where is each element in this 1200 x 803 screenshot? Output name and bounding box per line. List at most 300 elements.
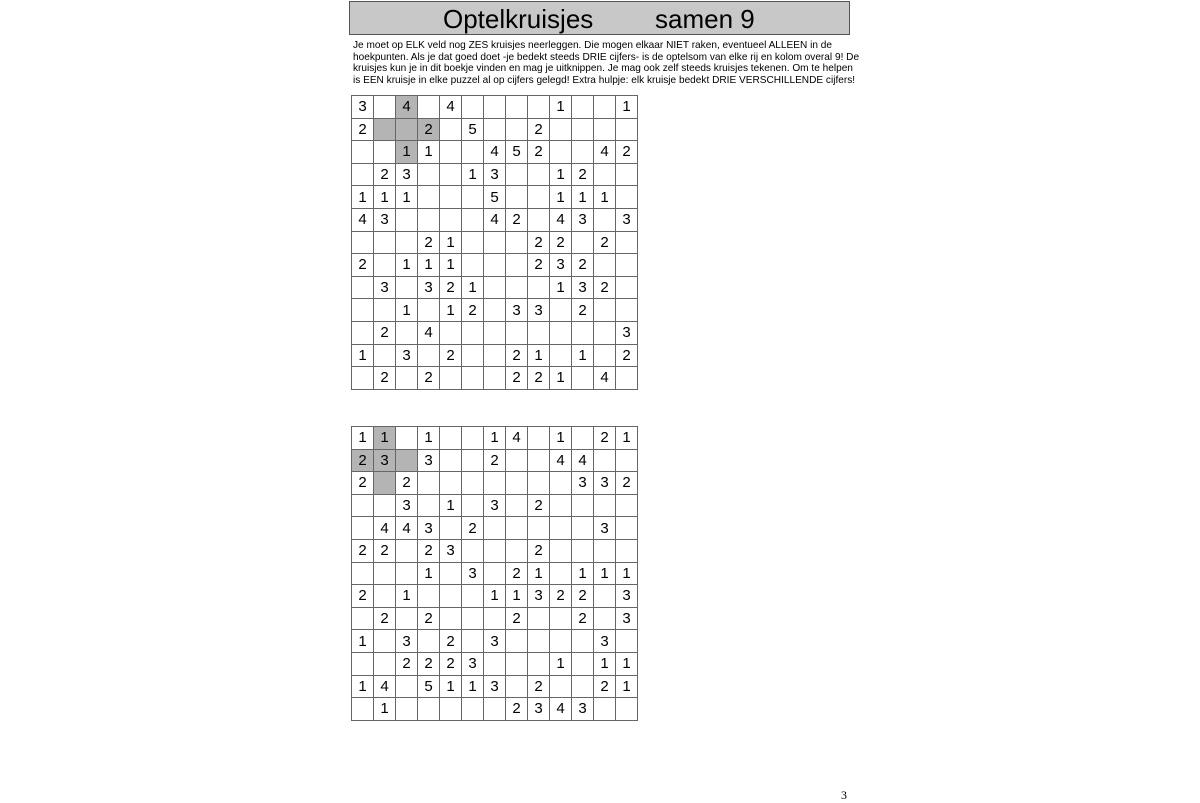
grid-cell[interactable]	[374, 96, 396, 119]
grid-cell[interactable]	[484, 540, 506, 563]
grid-cell[interactable]	[440, 119, 462, 142]
grid-cell[interactable]: 2	[616, 141, 638, 164]
grid-cell[interactable]	[594, 164, 616, 187]
grid-cell[interactable]	[352, 232, 374, 255]
grid-cell[interactable]: 2	[352, 254, 374, 277]
grid-cell[interactable]	[462, 472, 484, 495]
grid-cell[interactable]: 1	[484, 427, 506, 450]
grid-cell[interactable]	[462, 427, 484, 450]
grid-cell[interactable]	[484, 698, 506, 721]
grid-cell[interactable]: 2	[352, 540, 374, 563]
grid-cell[interactable]: 1	[462, 164, 484, 187]
grid-cell[interactable]: 1	[418, 141, 440, 164]
grid-cell[interactable]	[352, 164, 374, 187]
grid-cell[interactable]: 4	[550, 698, 572, 721]
grid-cell[interactable]: 2	[528, 495, 550, 518]
grid-cell[interactable]	[484, 277, 506, 300]
grid-cell[interactable]	[616, 517, 638, 540]
grid-cell[interactable]: 2	[374, 608, 396, 631]
grid-cell[interactable]	[484, 96, 506, 119]
grid-cell[interactable]	[572, 232, 594, 255]
grid-cell[interactable]	[528, 209, 550, 232]
grid-cell[interactable]: 2	[506, 608, 528, 631]
grid-cell[interactable]	[528, 186, 550, 209]
grid-cell[interactable]	[440, 472, 462, 495]
grid-cell[interactable]: 3	[418, 517, 440, 540]
grid-cell[interactable]	[462, 608, 484, 631]
grid-cell[interactable]	[374, 563, 396, 586]
grid-cell[interactable]: 4	[572, 450, 594, 473]
grid-cell[interactable]	[550, 495, 572, 518]
grid-cell[interactable]: 3	[484, 676, 506, 699]
grid-cell[interactable]	[462, 540, 484, 563]
grid-cell[interactable]: 1	[352, 345, 374, 368]
grid-cell[interactable]: 2	[572, 299, 594, 322]
grid-cell[interactable]	[484, 367, 506, 390]
grid-cell[interactable]	[528, 277, 550, 300]
grid-cell[interactable]: 1	[572, 186, 594, 209]
grid-cell[interactable]: 3	[616, 608, 638, 631]
grid-cell[interactable]	[528, 472, 550, 495]
grid-cell[interactable]: 2	[374, 322, 396, 345]
grid-cell[interactable]	[374, 141, 396, 164]
grid-cell[interactable]: 5	[462, 119, 484, 142]
grid-cell[interactable]: 1	[396, 186, 418, 209]
grid-cell[interactable]	[352, 322, 374, 345]
grid-cell[interactable]	[374, 495, 396, 518]
grid-cell[interactable]	[528, 630, 550, 653]
grid-cell[interactable]	[572, 322, 594, 345]
grid-cell[interactable]	[374, 254, 396, 277]
grid-cell[interactable]: 3	[396, 495, 418, 518]
grid-cell[interactable]	[616, 299, 638, 322]
grid-cell[interactable]	[506, 676, 528, 699]
grid-cell[interactable]	[572, 676, 594, 699]
grid-cell[interactable]	[462, 254, 484, 277]
grid-cell[interactable]	[396, 367, 418, 390]
grid-cell[interactable]: 3	[616, 585, 638, 608]
grid-cell[interactable]: 2	[506, 367, 528, 390]
grid-cell[interactable]: 3	[572, 277, 594, 300]
grid-cell[interactable]: 2	[440, 653, 462, 676]
grid-cell[interactable]	[484, 653, 506, 676]
grid-cell[interactable]: 3	[594, 472, 616, 495]
grid-cell[interactable]: 4	[506, 427, 528, 450]
grid-cell[interactable]	[594, 450, 616, 473]
grid-cell[interactable]	[352, 141, 374, 164]
grid-cell[interactable]: 3	[484, 495, 506, 518]
grid-cell[interactable]: 3	[550, 254, 572, 277]
grid-cell[interactable]	[440, 450, 462, 473]
grid-cell[interactable]	[440, 427, 462, 450]
grid-cell[interactable]	[462, 186, 484, 209]
grid-cell[interactable]	[528, 427, 550, 450]
grid-cell[interactable]: 1	[550, 186, 572, 209]
grid-cell[interactable]: 3	[418, 277, 440, 300]
grid-cell[interactable]	[374, 472, 396, 495]
grid-cell[interactable]: 3	[572, 698, 594, 721]
grid-cell[interactable]	[396, 119, 418, 142]
grid-cell[interactable]	[440, 164, 462, 187]
grid-cell[interactable]	[484, 232, 506, 255]
grid-cell[interactable]	[418, 585, 440, 608]
grid-cell[interactable]	[594, 119, 616, 142]
grid-cell[interactable]: 3	[616, 209, 638, 232]
grid-cell[interactable]	[484, 563, 506, 586]
grid-cell[interactable]	[396, 676, 418, 699]
grid-cell[interactable]	[418, 698, 440, 721]
grid-cell[interactable]	[528, 96, 550, 119]
grid-cell[interactable]	[528, 653, 550, 676]
grid-cell[interactable]	[506, 164, 528, 187]
grid-cell[interactable]: 1	[550, 427, 572, 450]
grid-cell[interactable]	[462, 232, 484, 255]
grid-cell[interactable]: 2	[572, 585, 594, 608]
grid-cell[interactable]	[462, 96, 484, 119]
grid-cell[interactable]	[396, 232, 418, 255]
grid-cell[interactable]: 4	[352, 209, 374, 232]
grid-cell[interactable]	[352, 517, 374, 540]
grid-cell[interactable]	[506, 254, 528, 277]
grid-cell[interactable]	[352, 698, 374, 721]
grid-cell[interactable]: 1	[352, 676, 374, 699]
grid-cell[interactable]	[506, 630, 528, 653]
grid-cell[interactable]	[418, 345, 440, 368]
grid-cell[interactable]	[572, 517, 594, 540]
grid-cell[interactable]	[616, 277, 638, 300]
grid-cell[interactable]	[572, 653, 594, 676]
grid-cell[interactable]: 1	[528, 563, 550, 586]
grid-cell[interactable]: 3	[484, 630, 506, 653]
grid-cell[interactable]: 1	[396, 141, 418, 164]
grid-cell[interactable]: 3	[572, 472, 594, 495]
grid-cell[interactable]	[440, 517, 462, 540]
grid-cell[interactable]: 1	[440, 676, 462, 699]
grid-cell[interactable]: 4	[550, 450, 572, 473]
grid-cell[interactable]: 4	[396, 517, 418, 540]
grid-cell[interactable]: 3	[572, 209, 594, 232]
grid-cell[interactable]	[572, 495, 594, 518]
grid-cell[interactable]: 2	[594, 277, 616, 300]
grid-cell[interactable]	[418, 209, 440, 232]
grid-cell[interactable]	[506, 450, 528, 473]
grid-cell[interactable]: 2	[418, 540, 440, 563]
grid-cell[interactable]	[616, 254, 638, 277]
grid-cell[interactable]: 4	[594, 141, 616, 164]
grid-cell[interactable]: 2	[572, 164, 594, 187]
grid-cell[interactable]	[396, 209, 418, 232]
grid-cell[interactable]	[550, 563, 572, 586]
grid-cell[interactable]	[418, 630, 440, 653]
grid-cell[interactable]	[550, 676, 572, 699]
grid-cell[interactable]: 3	[594, 630, 616, 653]
grid-cell[interactable]	[418, 96, 440, 119]
grid-cell[interactable]: 3	[528, 698, 550, 721]
grid-cell[interactable]	[352, 563, 374, 586]
grid-cell[interactable]	[374, 630, 396, 653]
grid-cell[interactable]	[572, 427, 594, 450]
grid-cell[interactable]	[440, 608, 462, 631]
grid-cell[interactable]	[550, 119, 572, 142]
grid-cell[interactable]	[550, 540, 572, 563]
grid-cell[interactable]: 1	[440, 299, 462, 322]
grid-cell[interactable]: 2	[462, 299, 484, 322]
grid-cell[interactable]	[616, 698, 638, 721]
grid-cell[interactable]: 2	[572, 254, 594, 277]
grid-cell[interactable]	[396, 450, 418, 473]
grid-cell[interactable]	[506, 495, 528, 518]
grid-cell[interactable]: 1	[550, 367, 572, 390]
grid-cell[interactable]: 2	[352, 119, 374, 142]
grid-cell[interactable]: 2	[572, 608, 594, 631]
grid-cell[interactable]	[506, 277, 528, 300]
grid-cell[interactable]: 1	[616, 427, 638, 450]
grid-cell[interactable]	[462, 141, 484, 164]
grid-cell[interactable]	[550, 322, 572, 345]
grid-cell[interactable]: 3	[396, 630, 418, 653]
grid-cell[interactable]	[418, 472, 440, 495]
grid-cell[interactable]: 1	[572, 563, 594, 586]
grid-cell[interactable]: 2	[396, 653, 418, 676]
grid-cell[interactable]: 1	[616, 96, 638, 119]
grid-cell[interactable]: 3	[594, 517, 616, 540]
grid-cell[interactable]: 3	[528, 299, 550, 322]
grid-cell[interactable]	[484, 472, 506, 495]
grid-cell[interactable]: 2	[528, 367, 550, 390]
grid-cell[interactable]	[594, 209, 616, 232]
grid-cell[interactable]: 5	[506, 141, 528, 164]
grid-cell[interactable]	[506, 119, 528, 142]
grid-cell[interactable]: 2	[418, 367, 440, 390]
grid-cell[interactable]: 1	[550, 96, 572, 119]
grid-cell[interactable]: 2	[418, 608, 440, 631]
grid-cell[interactable]: 2	[528, 254, 550, 277]
grid-cell[interactable]	[440, 698, 462, 721]
grid-cell[interactable]: 1	[616, 676, 638, 699]
grid-cell[interactable]	[462, 322, 484, 345]
grid-cell[interactable]	[616, 164, 638, 187]
grid-cell[interactable]: 2	[418, 653, 440, 676]
grid-cell[interactable]: 2	[484, 450, 506, 473]
grid-cell[interactable]: 1	[528, 345, 550, 368]
grid-cell[interactable]	[440, 141, 462, 164]
grid-cell[interactable]: 2	[550, 232, 572, 255]
grid-cell[interactable]	[616, 495, 638, 518]
grid-cell[interactable]: 3	[374, 277, 396, 300]
grid-cell[interactable]: 2	[374, 540, 396, 563]
grid-cell[interactable]: 4	[594, 367, 616, 390]
grid-cell[interactable]: 3	[506, 299, 528, 322]
grid-cell[interactable]	[462, 209, 484, 232]
grid-cell[interactable]: 1	[418, 427, 440, 450]
grid-cell[interactable]	[440, 322, 462, 345]
grid-cell[interactable]: 2	[440, 345, 462, 368]
grid-cell[interactable]: 2	[462, 517, 484, 540]
grid-cell[interactable]: 4	[440, 96, 462, 119]
grid-cell[interactable]: 1	[594, 186, 616, 209]
grid-cell[interactable]	[594, 585, 616, 608]
grid-cell[interactable]: 2	[528, 141, 550, 164]
grid-cell[interactable]	[352, 495, 374, 518]
grid-cell[interactable]: 3	[462, 563, 484, 586]
grid-cell[interactable]: 1	[374, 186, 396, 209]
grid-cell[interactable]	[462, 367, 484, 390]
grid-cell[interactable]: 1	[550, 277, 572, 300]
grid-cell[interactable]: 2	[550, 585, 572, 608]
grid-cell[interactable]	[462, 495, 484, 518]
grid-cell[interactable]	[484, 119, 506, 142]
grid-cell[interactable]	[550, 517, 572, 540]
grid-cell[interactable]	[374, 232, 396, 255]
grid-cell[interactable]	[528, 322, 550, 345]
grid-cell[interactable]	[506, 517, 528, 540]
grid-cell[interactable]: 2	[440, 277, 462, 300]
grid-cell[interactable]: 2	[374, 164, 396, 187]
grid-cell[interactable]: 1	[352, 427, 374, 450]
grid-cell[interactable]	[484, 299, 506, 322]
grid-cell[interactable]	[462, 450, 484, 473]
grid-cell[interactable]	[594, 299, 616, 322]
grid-cell[interactable]: 1	[352, 630, 374, 653]
grid-cell[interactable]: 1	[462, 277, 484, 300]
grid-cell[interactable]	[616, 540, 638, 563]
grid-cell[interactable]: 1	[396, 254, 418, 277]
grid-cell[interactable]	[528, 517, 550, 540]
grid-cell[interactable]	[462, 585, 484, 608]
grid-cell[interactable]	[396, 563, 418, 586]
grid-cell[interactable]	[352, 608, 374, 631]
grid-cell[interactable]	[550, 630, 572, 653]
grid-cell[interactable]	[374, 299, 396, 322]
grid-cell[interactable]	[506, 472, 528, 495]
grid-cell[interactable]	[462, 698, 484, 721]
grid-cell[interactable]: 2	[528, 540, 550, 563]
grid-cell[interactable]: 4	[396, 96, 418, 119]
grid-cell[interactable]	[528, 164, 550, 187]
grid-cell[interactable]	[440, 186, 462, 209]
grid-cell[interactable]: 2	[506, 209, 528, 232]
grid-cell[interactable]: 1	[418, 254, 440, 277]
grid-cell[interactable]	[418, 495, 440, 518]
grid-cell[interactable]	[506, 96, 528, 119]
grid-cell[interactable]: 2	[374, 367, 396, 390]
grid-cell[interactable]: 3	[352, 96, 374, 119]
grid-cell[interactable]: 2	[506, 563, 528, 586]
grid-cell[interactable]: 2	[528, 232, 550, 255]
grid-cell[interactable]: 3	[374, 209, 396, 232]
grid-cell[interactable]: 1	[396, 299, 418, 322]
grid-cell[interactable]: 2	[528, 676, 550, 699]
grid-cell[interactable]: 2	[352, 585, 374, 608]
grid-cell[interactable]	[572, 96, 594, 119]
grid-cell[interactable]: 1	[572, 345, 594, 368]
grid-cell[interactable]	[418, 299, 440, 322]
grid-cell[interactable]: 1	[374, 698, 396, 721]
grid-cell[interactable]: 5	[418, 676, 440, 699]
grid-cell[interactable]	[440, 563, 462, 586]
grid-cell[interactable]: 3	[528, 585, 550, 608]
grid-cell[interactable]: 1	[616, 653, 638, 676]
grid-cell[interactable]	[550, 608, 572, 631]
grid-cell[interactable]	[352, 653, 374, 676]
grid-cell[interactable]	[484, 322, 506, 345]
grid-cell[interactable]: 1	[550, 653, 572, 676]
grid-cell[interactable]	[396, 277, 418, 300]
grid-cell[interactable]	[616, 119, 638, 142]
grid-cell[interactable]: 3	[462, 653, 484, 676]
grid-cell[interactable]: 2	[528, 119, 550, 142]
grid-cell[interactable]: 3	[616, 322, 638, 345]
grid-cell[interactable]	[572, 540, 594, 563]
grid-cell[interactable]	[484, 608, 506, 631]
grid-cell[interactable]	[396, 540, 418, 563]
grid-cell[interactable]: 2	[352, 472, 374, 495]
grid-cell[interactable]: 1	[352, 186, 374, 209]
grid-cell[interactable]	[396, 608, 418, 631]
grid-cell[interactable]: 2	[616, 345, 638, 368]
grid-cell[interactable]	[594, 495, 616, 518]
grid-cell[interactable]: 2	[506, 345, 528, 368]
grid-cell[interactable]: 1	[594, 563, 616, 586]
grid-cell[interactable]: 1	[418, 563, 440, 586]
grid-cell[interactable]	[396, 427, 418, 450]
grid-cell[interactable]	[352, 367, 374, 390]
grid-cell[interactable]	[594, 254, 616, 277]
grid-cell[interactable]	[374, 119, 396, 142]
grid-cell[interactable]: 3	[484, 164, 506, 187]
grid-cell[interactable]: 1	[484, 585, 506, 608]
grid-cell[interactable]: 3	[374, 450, 396, 473]
grid-cell[interactable]: 1	[440, 254, 462, 277]
grid-cell[interactable]: 1	[440, 495, 462, 518]
grid-cell[interactable]	[374, 345, 396, 368]
grid-cell[interactable]	[506, 653, 528, 676]
grid-cell[interactable]: 2	[594, 676, 616, 699]
grid-cell[interactable]	[594, 540, 616, 563]
grid-cell[interactable]	[374, 653, 396, 676]
grid-cell[interactable]	[352, 277, 374, 300]
grid-cell[interactable]	[550, 141, 572, 164]
grid-cell[interactable]: 2	[594, 427, 616, 450]
grid-cell[interactable]: 4	[374, 676, 396, 699]
grid-cell[interactable]: 2	[440, 630, 462, 653]
grid-cell[interactable]	[550, 345, 572, 368]
grid-cell[interactable]: 4	[484, 209, 506, 232]
grid-cell[interactable]: 4	[374, 517, 396, 540]
grid-cell[interactable]: 5	[484, 186, 506, 209]
grid-cell[interactable]	[462, 345, 484, 368]
grid-cell[interactable]	[528, 608, 550, 631]
grid-cell[interactable]	[484, 345, 506, 368]
grid-cell[interactable]	[616, 232, 638, 255]
grid-cell[interactable]	[616, 630, 638, 653]
grid-cell[interactable]: 2	[506, 698, 528, 721]
grid-cell[interactable]	[528, 450, 550, 473]
grid-cell[interactable]	[484, 517, 506, 540]
grid-cell[interactable]	[594, 96, 616, 119]
grid-cell[interactable]	[616, 450, 638, 473]
grid-cell[interactable]	[396, 698, 418, 721]
grid-cell[interactable]	[506, 540, 528, 563]
grid-cell[interactable]	[506, 232, 528, 255]
grid-cell[interactable]: 3	[396, 345, 418, 368]
grid-cell[interactable]: 4	[550, 209, 572, 232]
grid-cell[interactable]: 1	[374, 427, 396, 450]
grid-cell[interactable]: 2	[616, 472, 638, 495]
grid-cell[interactable]	[440, 585, 462, 608]
grid-cell[interactable]	[352, 299, 374, 322]
grid-cell[interactable]	[440, 367, 462, 390]
